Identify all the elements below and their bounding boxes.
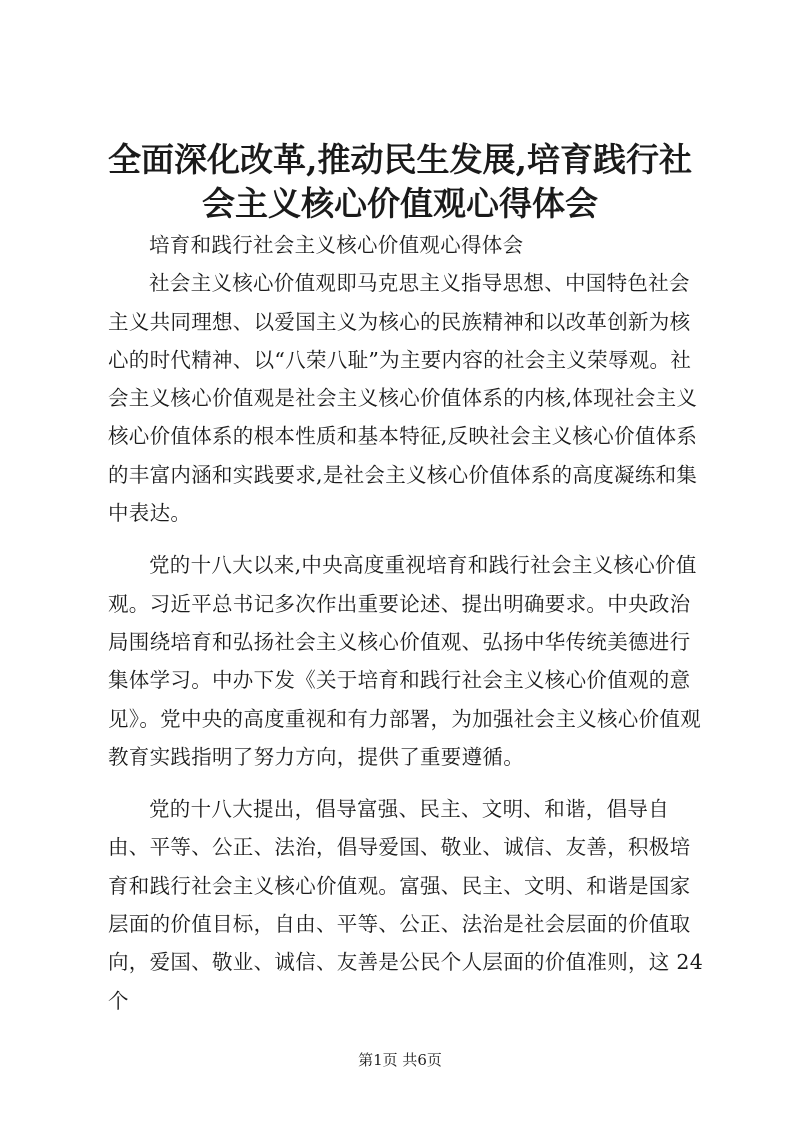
paragraph-1: 社会主义核心价值观即马克思主义指导思想、中国特色社会主义共同理想、以爱国主义为核心的民族精神和以改革创新为核心的时代精神、以“八荣八耻”为主要内容的社会主义荣辱观。社会主义核心价值观是社会主义核心价值体系的内核,体现社会主义核心价值体系的根本性质和基本特征,反映社会主义核心价值体系的丰富内涵和实践要求,是社会主义核心价值体系的高度凝练和集中表达。 xyxy=(108,271,698,526)
paragraph-3: 党的十八大提出，倡导富强、民主、文明、和谐，倡导自由、平等、公正、法治，倡导爱国、敬业、诚信、友善，积极培育和践行社会主义核心价值观。富强、民主、文明、和谐是国家层面的价值目标，自由、平等、公正、法治是社会层面的价值取向，爱国、敬业、诚信、友善是公民个人层面的价值准则，这 24 个 xyxy=(108,797,704,1013)
document-title: 全面深化改革,推动民生发展,培育践行社会主义核心价值观心得体会 xyxy=(108,140,692,223)
page-footer xyxy=(0,1050,800,1070)
page-number: 第1页 共6页 xyxy=(358,1051,442,1069)
document-body xyxy=(108,226,708,1020)
paragraph-2: 党的十八大以来,中央高度重视培育和践行社会主义核心价值观。习近平总书记多次作出重要论述、提出明确要求。中央政治局围绕培育和弘扬社会主义核心价值观、弘扬中华传统美德进行集体学习。中办下发《关于培育和践行社会主义核心价值观的意见》。党中央的高度重视和有力部署，为加强社会主义核心价值观教育实践指明了努力方向，提供了重要遵循。 xyxy=(108,553,701,769)
subtitle-line: 培育和践行社会主义核心价值观心得体会 xyxy=(149,233,524,257)
